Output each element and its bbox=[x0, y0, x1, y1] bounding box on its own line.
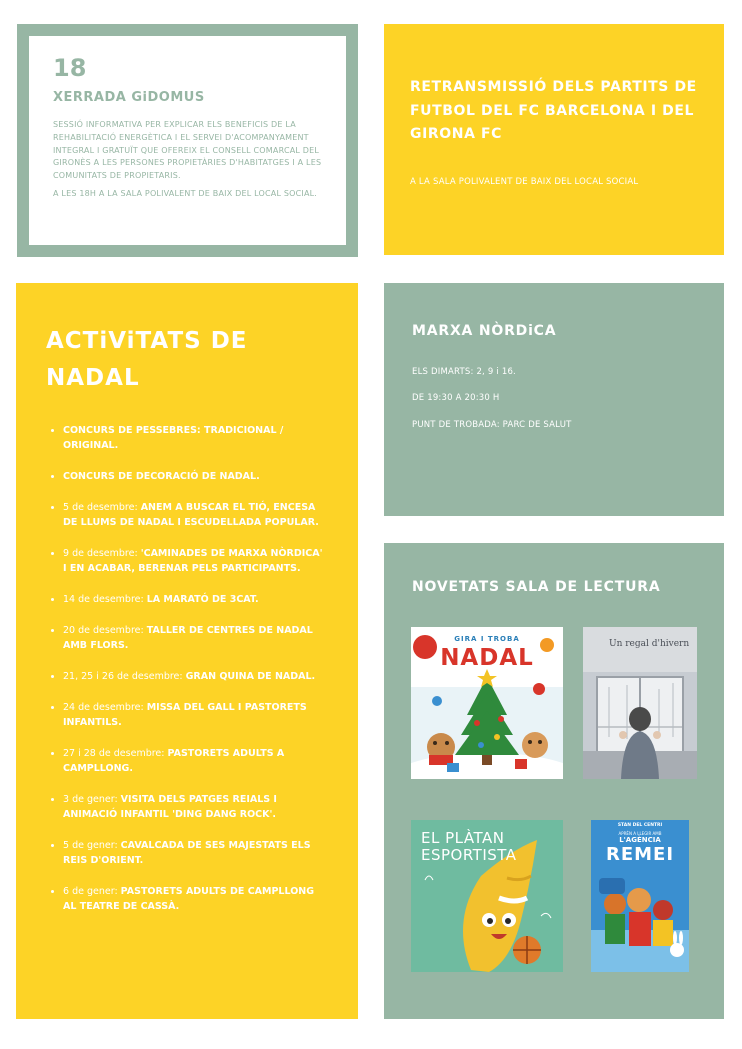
book-cover-agencia-remei bbox=[591, 820, 689, 972]
book-nadal-subtitle: GIRA I TROBA bbox=[454, 635, 520, 643]
lectura-card bbox=[384, 543, 724, 1019]
book-remei-title: REMEI bbox=[605, 844, 675, 865]
list-item: 6 de gener: PASTORETS ADULTS DE CAMPLLONG AL TEATRE DE CASSÀ. bbox=[46, 884, 330, 914]
list-item: 27 i 28 de desembre: PASTORETS ADULTS A CAMPLLONG. bbox=[46, 746, 330, 776]
marxa-days: ELS DIMARTS: 2, 9 i 16. bbox=[412, 367, 516, 377]
nadal-list bbox=[46, 423, 330, 914]
list-item: 24 de desembre: MISSA DEL GALL I PASTORETS INFANTILS. bbox=[46, 700, 330, 730]
xerrada-inner bbox=[29, 36, 346, 245]
futbol-place: A LA SALA POLIVALENT DE BAIX DEL LOCAL SOCIAL bbox=[410, 176, 639, 187]
list-item: 21, 25 i 26 de desembre: GRAN QUINA DE NADAL. bbox=[46, 669, 330, 684]
xerrada-title: XERRADA GiDOMUS bbox=[53, 90, 205, 105]
marxa-card bbox=[384, 283, 724, 516]
book-nadal-title: NADAL bbox=[440, 645, 534, 671]
list-item: 5 de desembre: ANEM A BUSCAR EL TIÓ, ENCESA DE LLUMS DE NADAL I ESCUDELLADA POPULAR. bbox=[46, 500, 330, 530]
xerrada-description: SESSIÓ INFORMATIVA PER EXPLICAR ELS BENEFICIS DE LA REHABILITACIÓ ENERGÈTICA I EL SERVEI D'ACOMPANYAMENT INTEGRAL I GRATUÏT QUE OFEREIX EL CONSELL COMARCAL DEL GIRONÈS A LES PERSONES PROPIETÀRIES D'HABITATGES I A LES COMUNITATS DE PROPIETARIS. bbox=[53, 120, 322, 181]
marxa-meeting: PUNT DE TROBADA: PARC DE SALUT bbox=[412, 420, 572, 430]
list-item: 5 de gener: CAVALCADA DE SES MAJESTATS ELS REIS D'ORIENT. bbox=[46, 838, 330, 868]
nadal-title: ACTiViTATS DE NADAL bbox=[46, 328, 248, 391]
book-cover-platan bbox=[411, 820, 563, 972]
book-platan-title: EL PLÀTAN ESPORTISTA bbox=[421, 829, 517, 864]
list-item: 9 de desembre: 'CAMINADES DE MARXA NÒRDICA' I EN ACABAR, BERENAR PELS PARTICIPANTS. bbox=[46, 546, 330, 576]
list-item: 14 de desembre: LA MARATÓ DE 3CAT. bbox=[46, 592, 330, 607]
marxa-hours: DE 19:30 A 20:30 H bbox=[412, 393, 500, 403]
list-item: CONCURS DE PESSEBRES: TRADICIONAL / ORIGINAL. bbox=[46, 423, 330, 453]
lectura-title: NOVETATS SALA DE LECTURA bbox=[412, 579, 661, 595]
list-item: CONCURS DE DECORACIÓ DE NADAL. bbox=[46, 469, 330, 484]
book-remei-author: STAN DEL CENTRI bbox=[617, 823, 663, 828]
list-item: 3 de gener: VISITA DELS PATGES REIALS I ANIMACIÓ INFANTIL 'DING DANG ROCK'. bbox=[46, 792, 330, 822]
list-item: 20 de desembre: TALLER DE CENTRES DE NADAL AMB FLORS. bbox=[46, 623, 330, 653]
xerrada-day: 18 bbox=[53, 54, 87, 82]
futbol-title: RETRANSMISSIÓ DELS PARTITS DE FUTBOL DEL FC BARCELONA I DEL GIRONA FC bbox=[410, 79, 697, 142]
xerrada-time: A LES 18H A LA SALA POLIVALENT DE BAIX DEL LOCAL SOCIAL. bbox=[53, 188, 318, 198]
nadal-card bbox=[16, 283, 358, 1019]
book-remei-subtitle: APRÈN A LLEGIR AMB bbox=[618, 831, 662, 836]
marxa-title: MARXA NÒRDiCA bbox=[412, 323, 557, 339]
book-cover-nadal bbox=[411, 627, 563, 779]
book-regal-illustration bbox=[583, 627, 697, 779]
xerrada-card bbox=[17, 24, 358, 257]
book-remei-title-small: L'AGÈNCIA bbox=[619, 836, 661, 844]
book-regal-title: Un regal d'hivern bbox=[609, 639, 690, 649]
book-cover-regal-hivern bbox=[583, 627, 697, 779]
futbol-card bbox=[384, 24, 724, 255]
